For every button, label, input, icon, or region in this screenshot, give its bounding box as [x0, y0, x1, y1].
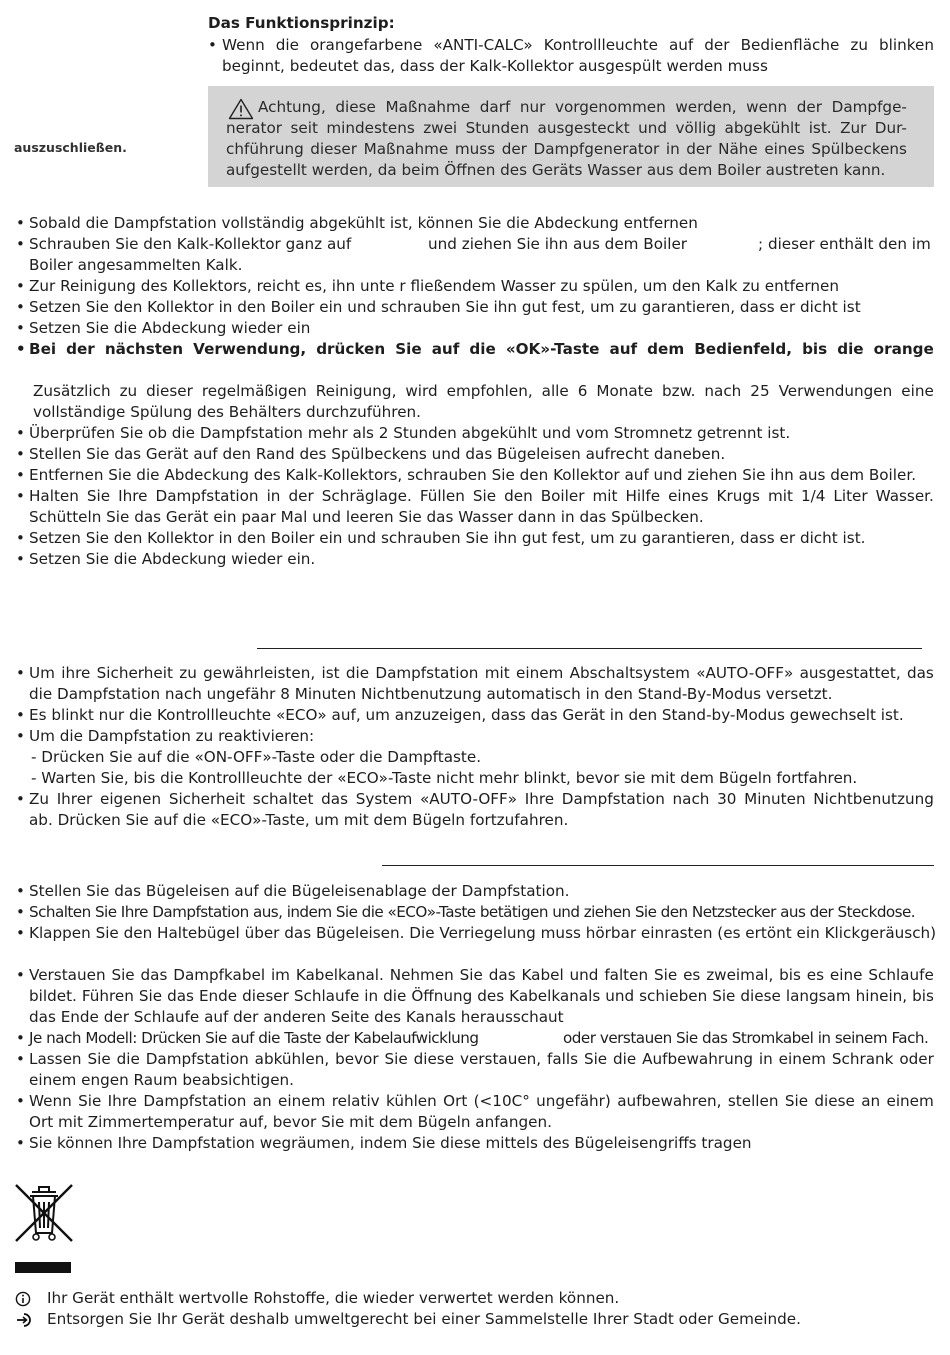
list-item: Überprüfen Sie ob die Dampfstation mehr als 2 Stunden abgekühlt und vom Stromnetz getrennt ist. [29, 424, 791, 442]
word: diese [814, 1092, 855, 1110]
list-item: die Dampfstation nach ungefähr 8 Minuten Nichtbenutzung automatisch in den Stand-By-Modus versetzt. [29, 685, 833, 703]
word: der [704, 36, 730, 54]
word: nerator [226, 119, 283, 137]
bullet: • [16, 277, 25, 295]
word: mit [592, 487, 618, 505]
word: in [665, 140, 680, 158]
word: eine [829, 966, 863, 984]
paragraph-line [33, 381, 934, 402]
list-item: Entfernen Sie die Abdeckung des Kalk-Kollektors, schrauben Sie den Kollektor auf und ziehen Sie ihn aus dem Boiler. [29, 466, 917, 484]
bullet: • [16, 903, 25, 921]
section-divider [257, 648, 922, 649]
word: Lassen [29, 1050, 82, 1068]
word: 25 [750, 382, 770, 400]
list-item [29, 1091, 934, 1112]
word: Dampfstation [375, 664, 479, 682]
word: stellen [727, 1092, 779, 1110]
warning-line-4: aufgestellt werden, da beim Öffnen des Geräts Wasser aus dem Boiler austreten kann. [226, 161, 886, 179]
word: Verwendungen [778, 382, 893, 400]
intro-line-2: beginnt, bedeutet das, dass der Kalk-Kollektor ausgespült werden muss [222, 57, 768, 75]
word: der [288, 487, 314, 505]
word: nach [704, 382, 742, 400]
word: Dampfstation [155, 487, 259, 505]
word: abkühlen, [254, 1050, 330, 1068]
bullet: • [16, 1029, 25, 1047]
word: empfohlen, [446, 382, 533, 400]
bullet: • [16, 966, 25, 984]
crossed-out-bin-icon [12, 1181, 76, 1247]
bullet: • [16, 1134, 25, 1152]
word: der [686, 140, 712, 158]
word: im [270, 966, 290, 984]
word: Um [29, 664, 55, 682]
word: die [837, 340, 864, 358]
word: Sie [395, 340, 422, 358]
word: Zu [29, 790, 50, 808]
word: das [167, 987, 194, 1005]
word: (<10C° [473, 1092, 530, 1110]
word: auf [431, 340, 460, 358]
word: darf [479, 98, 511, 116]
word: an [861, 1092, 881, 1110]
word: falten [604, 966, 649, 984]
word: Ihrer [56, 790, 93, 808]
word: «AUTO-OFF» [696, 664, 794, 682]
word: Liter [833, 487, 868, 505]
word: Sicherheit [96, 664, 173, 682]
word: Reinigung, [315, 382, 397, 400]
bullet: • [16, 664, 25, 682]
word: das [488, 966, 516, 984]
word: hinein, [855, 987, 908, 1005]
word: die [116, 1050, 140, 1068]
list-item: und ziehen Sie ihn aus dem Boiler [428, 235, 688, 253]
word: Dampfstation [143, 1092, 247, 1110]
word: in [364, 987, 379, 1005]
word: Sie [138, 987, 163, 1005]
word: völlig [675, 119, 717, 137]
word: Dampfkabel [173, 966, 266, 984]
word: Wenn [29, 1092, 72, 1110]
word: regelmäßigen [201, 382, 307, 400]
word: Kabelkanal. [295, 966, 384, 984]
word: Boiler [540, 487, 585, 505]
word: schieben [639, 987, 708, 1005]
list-item [29, 486, 934, 507]
word: Abschaltsystem [569, 664, 690, 682]
word: es [806, 966, 825, 984]
word: der [796, 98, 823, 116]
word: vorgenommen [555, 98, 666, 116]
word: Sie [384, 1050, 408, 1068]
word: Sie [111, 966, 135, 984]
word: Schlaufe [868, 966, 934, 984]
word: Dampfstation [145, 1050, 249, 1068]
word: relativ [331, 1092, 380, 1110]
arrow-right-icon [15, 1312, 33, 1328]
list-item [29, 1049, 934, 1070]
word: Spülbeckens [811, 140, 907, 158]
word: Monate [596, 382, 653, 400]
word: diese [335, 98, 376, 116]
word: Schräglage. [321, 487, 412, 505]
word: dem [647, 340, 685, 358]
word: oder [899, 1050, 934, 1068]
word: Bedienfeld, [694, 340, 793, 358]
word: Öffnung [411, 987, 473, 1005]
word: zu [850, 36, 868, 54]
word: die [275, 36, 299, 54]
word: aufbewahren, [617, 1092, 722, 1110]
bullet: • [16, 466, 25, 484]
bullet: • [16, 1092, 25, 1110]
paragraph-line: vollständige Spülung des Behälters durchzuführen. [33, 403, 422, 421]
list-item: Je nach Modell: Drücken Sie auf die Taste der Kabelaufwicklung [29, 1029, 479, 1047]
word: blinken [879, 36, 934, 54]
bullet: • [16, 706, 25, 724]
bullet: • [16, 235, 25, 253]
word: dieser [146, 382, 193, 400]
word: eines [668, 487, 709, 505]
word: die [383, 987, 407, 1005]
word: Sie [86, 487, 111, 505]
word: Stunden [465, 119, 530, 137]
word: die [613, 1050, 637, 1068]
word: Schrank [831, 1050, 894, 1068]
word: Ort [443, 1092, 468, 1110]
word: verstauen, [459, 1050, 542, 1068]
word: 1/4 [800, 487, 826, 505]
word: auf [668, 36, 694, 54]
word: den [504, 487, 533, 505]
warning-line-1 [226, 97, 907, 119]
list-item: Zur Reinigung des Kollektors, reicht es, ihn unte r fließendem Wasser zu spülen, um den Kalk zu entfernen [29, 277, 839, 295]
word: Dampfge- [831, 98, 907, 116]
word: «AUTO-OFF» [420, 790, 518, 808]
word: Nehmen [389, 966, 454, 984]
list-item: Setzen Sie die Abdeckung wieder ein [29, 319, 311, 337]
word: diese [413, 1050, 455, 1068]
word: Halten [29, 487, 79, 505]
word: Minuten [744, 790, 806, 808]
word: Nichtbenutzung [813, 790, 934, 808]
bullet: • [16, 1050, 25, 1068]
list-item: Schütteln Sie das Gerät ein paar Mal und leeren Sie das Wasser dann in das Spülbecken. [29, 508, 704, 526]
word: ausgesteckt [537, 119, 630, 137]
list-item: Stellen Sie das Bügeleisen auf die Bügeleisenablage der Dampfstation. [29, 882, 570, 900]
word: Kontrollleuchte [543, 36, 658, 54]
word: der [501, 140, 527, 158]
list-item: Boiler angesammelten Kalk. [29, 256, 243, 274]
word: zweimal, [706, 966, 774, 984]
bullet: • [16, 529, 25, 547]
word: werden, [675, 98, 737, 116]
bullet: • [16, 727, 25, 745]
word: «OK»-Taste [505, 340, 600, 358]
word: bis [779, 966, 801, 984]
word: wenn [746, 98, 788, 116]
word: gewährleisten, [203, 664, 316, 682]
word: 30 [717, 790, 737, 808]
word: chführung [226, 140, 304, 158]
word: ist [321, 664, 340, 682]
word: Maßnahme [363, 140, 449, 158]
bullet: • [16, 487, 25, 505]
word: eines [764, 140, 805, 158]
bullet: • [16, 882, 25, 900]
word: Ende [198, 987, 238, 1005]
bullet: • [16, 424, 25, 442]
list-item: Stellen Sie das Gerät auf den Rand des Spülbeckens und das Bügeleisen aufrecht daneben. [29, 445, 726, 463]
intro-line-1 [222, 35, 934, 56]
word: und [569, 966, 599, 984]
word: und [605, 987, 635, 1005]
word: mit [767, 487, 793, 505]
word: Wenn [222, 36, 265, 54]
bullet: • [16, 790, 25, 808]
word: kühlen [386, 1092, 437, 1110]
word: in [266, 487, 281, 505]
dispose-note: Entsorgen Sie Ihr Gerät deshalb umweltgerecht bei einer Sammelstelle Ihrer Stadt oder Gemeinde. [47, 1310, 801, 1328]
word: Bei [29, 340, 57, 358]
list-item [29, 965, 934, 986]
word: Nähe [718, 140, 758, 158]
word: eigenen [99, 790, 162, 808]
bullet: • [16, 319, 25, 337]
word: das [140, 966, 168, 984]
word: und [638, 119, 668, 137]
list-item: Es blinkt nur die Kontrollleuchte «ECO» auf, um anzuzeigen, dass das Gerät in den Stand-by-Modus gewechselt ist. [29, 706, 904, 724]
word: ausgestattet, [799, 664, 901, 682]
word: Ihre [118, 487, 148, 505]
list-item: das Ende der Schlaufe auf der anderen Seite des Kanals herausschaut [29, 1008, 564, 1026]
word: die [469, 340, 496, 358]
word: Sie [87, 1050, 111, 1068]
word: drücken [316, 340, 386, 358]
word: muss [454, 140, 496, 158]
word: Dur- [874, 119, 907, 137]
section-heading: Das Funktionsprinzip: [208, 14, 395, 32]
word: Sie [78, 1092, 102, 1110]
word: Verstauen [29, 966, 106, 984]
info-note: Ihr Gerät enthält wertvolle Rohstoffe, die wieder verwertet werden können. [47, 1289, 620, 1307]
word: mindestens [326, 119, 415, 137]
section-divider [382, 865, 934, 866]
word: nur [519, 98, 546, 116]
word: bzw. [661, 382, 696, 400]
word: Kabelkanals [509, 987, 601, 1005]
list-item: Sie können Ihre Dampfstation wegräumen, indem Sie diese mittels des Bügeleisengriffs tragen [29, 1134, 752, 1152]
word: nach [672, 790, 710, 808]
word: Wasser. [875, 487, 934, 505]
word: es [683, 966, 701, 984]
list-item: Schalten Sie Ihre Dampfstation aus, indem Sie die «ECO»-Taste betätigen und ziehen Sie den Netzstecker aus der Steckdose. [29, 903, 916, 921]
word: Sie [653, 966, 678, 984]
bullet: • [16, 550, 25, 568]
word: das [906, 664, 934, 682]
list-item: Um die Dampfstation zu reaktivieren: [29, 727, 315, 745]
word: bevor [335, 1050, 379, 1068]
word: bildet. [29, 987, 77, 1005]
list-item: ; dieser enthält den im [758, 235, 931, 253]
bullet: • [16, 924, 25, 942]
word: Sie [712, 987, 736, 1005]
word: des [477, 987, 505, 1005]
word: Bedienfläche [740, 36, 840, 54]
word: einem [778, 1050, 826, 1068]
word: dieser [310, 140, 358, 158]
word: einem [886, 1092, 934, 1110]
word: Sie [472, 487, 497, 505]
word: orange [873, 340, 934, 358]
word: bis [912, 987, 934, 1005]
bullet: • [16, 298, 25, 316]
word: langsam [785, 987, 851, 1005]
word: der [66, 340, 95, 358]
word: dieser [242, 987, 289, 1005]
warning-line-2 [226, 118, 907, 140]
word: Schlaufe [293, 987, 360, 1005]
bullet: • [16, 445, 25, 463]
warning-line-3 [226, 139, 907, 161]
list-item: Setzen Sie die Abdeckung wieder ein. [29, 550, 316, 568]
word: Sie [784, 1092, 809, 1110]
word: Ihre [107, 1092, 137, 1110]
word: Verwendung, [193, 340, 307, 358]
word: schaltet [252, 790, 314, 808]
sub-item: - Drücken Sie auf die «ON-OFF»-Taste oder die Dampftaste. [31, 748, 482, 766]
list-item: Setzen Sie den Kollektor in den Boiler ein und schrauben Sie ihn gut fest, um zu garantieren, dass er dicht ist. [29, 529, 866, 547]
word: Sie [583, 1050, 608, 1068]
list-item: oder verstauen Sie das Stromkabel in seinem Fach. [563, 1029, 929, 1047]
word: nächsten [104, 340, 184, 358]
word: abgekühlt [724, 119, 801, 137]
list-item [29, 663, 934, 684]
word: Achtung, [258, 98, 326, 116]
sub-item: - Warten Sie, bis die Kontrollleuchte der «ECO»-Taste nicht mehr blinkt, bevor sie mit dem Bügeln fortfahren. [31, 769, 858, 787]
word: alle [541, 382, 569, 400]
word: System [355, 790, 413, 808]
word: mit [484, 664, 510, 682]
word: an [252, 1092, 272, 1110]
word: Dampfstation [561, 790, 665, 808]
word: Ihre [524, 790, 555, 808]
word: wird [405, 382, 438, 400]
word: Zur [840, 119, 867, 137]
list-item: ab. Drücken Sie auf die «ECO»-Taste, um mit dem Bügeln fortzufahren. [29, 811, 569, 829]
info-icon [15, 1291, 31, 1307]
word: auf [609, 340, 638, 358]
word: Hilfe [625, 487, 661, 505]
word: falls [547, 1050, 579, 1068]
word: in [758, 1050, 773, 1068]
list-item: Setzen Sie den Kollektor in den Boiler ein und schrauben Sie ihn gut fest, um zu garantieren, dass er dicht ist [29, 298, 861, 316]
word: Zusätzlich [33, 382, 111, 400]
word: 6 [577, 382, 588, 400]
list-item [29, 789, 934, 810]
word: das [321, 790, 349, 808]
word: ungefähr) [536, 1092, 611, 1110]
bullet: • [16, 214, 25, 232]
bin-underline-bar [15, 1262, 71, 1273]
word: Füllen [419, 487, 465, 505]
word: Dampfgenerator [533, 140, 660, 158]
word: die [345, 664, 370, 682]
word: zu [119, 382, 138, 400]
word: einem [516, 664, 564, 682]
list-item [29, 339, 934, 360]
word: orangefarbene [310, 36, 423, 54]
list-item: Sobald die Dampfstation vollständig abgekühlt ist, können Sie die Abdeckung entfernen [29, 214, 698, 232]
list-item: Klappen Sie den Haltebügel über das Bügeleisen. Die Verriegelung muss hörbar einrasten (es ertönt ein Klickgeräusch) [29, 924, 937, 942]
word: eine [901, 382, 934, 400]
word: Sicherheit [168, 790, 246, 808]
word: seit [290, 119, 318, 137]
word: ihre [61, 664, 91, 682]
side-note: auszuschließen. [14, 140, 127, 155]
bullet: • [208, 36, 217, 54]
list-item: einem engen Raum beabsichtigen. [29, 1071, 294, 1089]
word: Aufbewahrung [642, 1050, 753, 1068]
list-item: Schrauben Sie den Kalk-Kollektor ganz auf [29, 235, 352, 253]
word: zwei [423, 119, 458, 137]
word: Kabel [521, 966, 564, 984]
bullet: • [16, 340, 26, 358]
word: Führen [81, 987, 134, 1005]
word: diese [740, 987, 781, 1005]
word: ist. [808, 119, 832, 137]
list-item: Ort mit Zimmertemperatur auf, bevor Sie mit dem Bügeln anfangen. [29, 1113, 552, 1131]
word: «ANTI-CALC» [433, 36, 533, 54]
word: Maßnahme [385, 98, 471, 116]
word: einem [278, 1092, 326, 1110]
word: zu [179, 664, 197, 682]
list-item [29, 986, 934, 1007]
word: bis [802, 340, 828, 358]
word: Krugs [716, 487, 760, 505]
word: Sie [459, 966, 483, 984]
